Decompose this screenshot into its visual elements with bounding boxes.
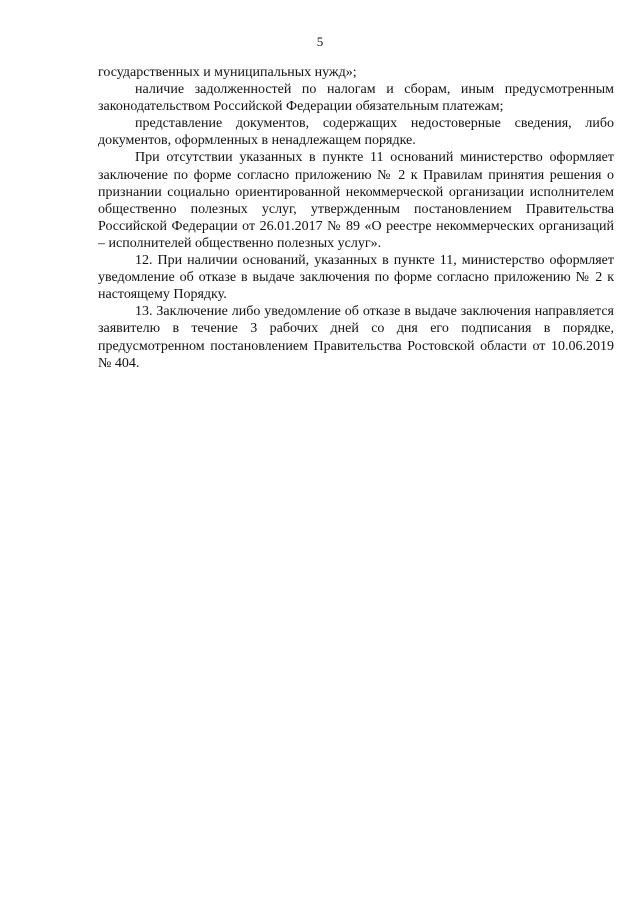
- paragraph-conclusion-issued: При отсутствии указанных в пункте 11 оснований министерство оформляет заключение по форме согласно приложению № 2 к Правилам принятия решения о признании социально ориентированной некоммерческой организации исполнителем общественно полезных услуг, утвержденным постановлением Правительства Российской Федерации от 26.01.2017 № 89 «О реестре некоммерческих организаций – исполнителей общественно полезных услуг».: [98, 150, 614, 251]
- document-body: [98, 64, 614, 372]
- page-number: 5: [316, 34, 324, 49]
- paragraph-continuation: государственных и муниципальных нужд»;: [98, 65, 357, 80]
- paragraph-false-documents: представление документов, содержащих недостоверные сведения, либо документов, оформленных в ненадлежащем порядке.: [98, 116, 614, 149]
- paragraph-12-refusal: 12. При наличии оснований, указанных в пункте 11, министерство оформляет уведомление об отказе в выдаче заключения по форме согласно приложению № 2 к настоящему Порядку.: [98, 253, 614, 303]
- paragraph-13-delivery: 13. Заключение либо уведомление об отказе в выдаче заключения направляется заявителю в течение 3 рабочих дней со дня его подписания в порядке, предусмотренном постановлением Правительства Ростовской области от 10.06.2019 № 404.: [98, 304, 614, 371]
- paragraph-tax-debts: наличие задолженностей по налогам и сборам, иным предусмотренным законодательством Российской Федерации обязательным платежам;: [98, 82, 614, 115]
